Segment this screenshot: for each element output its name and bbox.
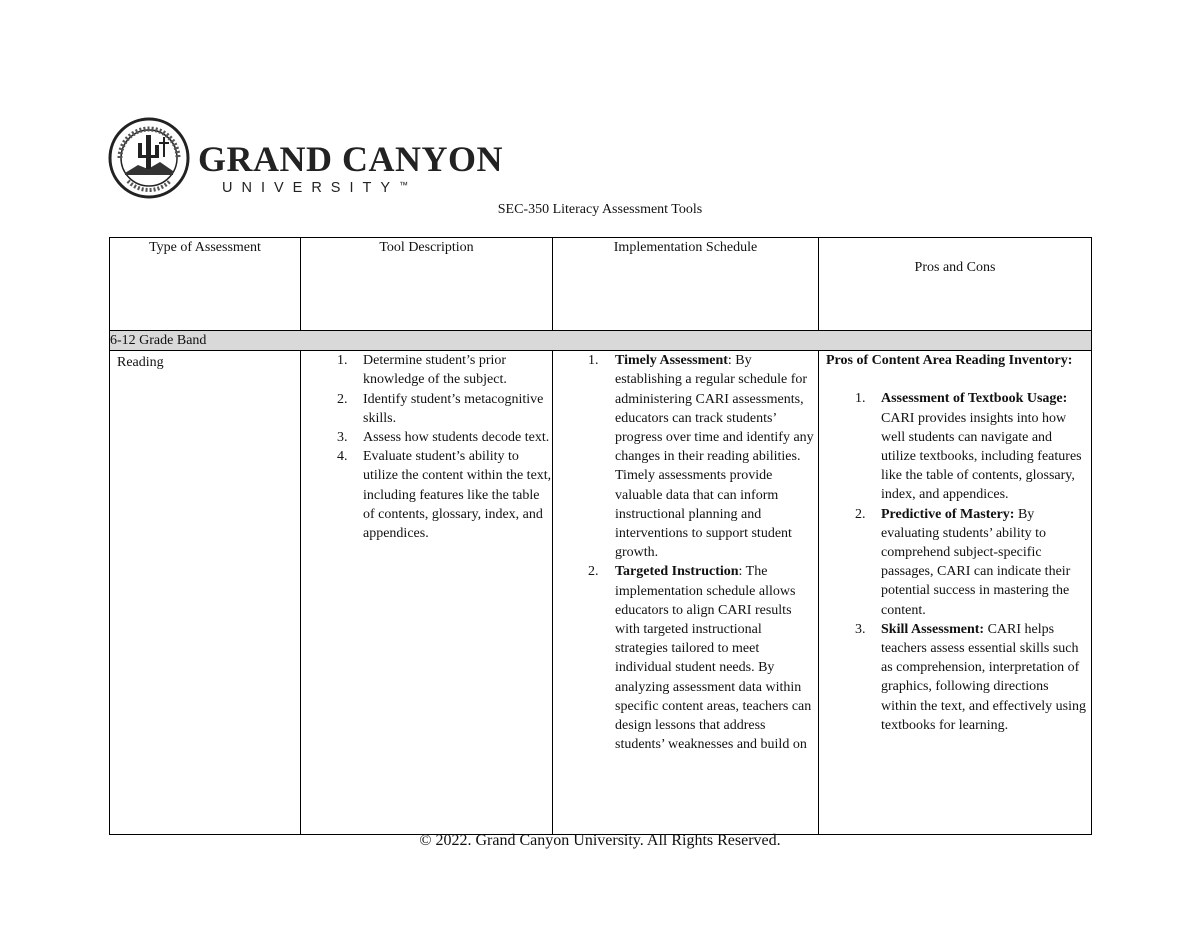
list-item: 1. Timely Assessment: By establishing a regular schedule for administering CARI assessments, educators can track students’ progress over time and identify any changes in their reading abilities. Timely assessments provide valuable data that can inform instructional planning and interventions to support student growth. <box>588 353 814 561</box>
schedule-item-text: : By establishing a regular schedule for administering CARI assessments, educators can track students’ progress over time and identify any changes in their reading abilities. Timely assessments provide valuable data that can inform instructional planning and interventions to support student growth. <box>615 353 814 561</box>
document-title: SEC-350 Literacy Assessment Tools <box>497 202 703 217</box>
pros-list <box>819 389 1091 735</box>
pros-item-text: CARI helps teachers assess essential skills such as comprehension, interpretation of graphics, following directions within the text, and effectively using textbooks for learning. <box>881 621 1087 733</box>
schedule-item-heading: Targeted Instruction <box>615 564 739 580</box>
copyright-footer: © 2022. Grand Canyon University. All Rights Reserved. <box>419 832 781 849</box>
pros-item-heading: Predictive of Mastery: <box>881 506 1015 522</box>
header-type: Type of Assessment <box>110 238 301 331</box>
header-tool: Tool Description <box>301 238 553 331</box>
logo-wordmark: GRAND CANYON <box>198 139 503 179</box>
list-item: 1. Assessment of Textbook Usage: CARI provides insights into how well students can navigate and utilize textbooks, including features like the table of contents, glossary, index, and appendices. <box>855 391 1082 503</box>
pros-item-text: CARI provides insights into how well students can navigate and utilize textbooks, including features like the table of contents, glossary, index, and appendices. <box>881 410 1082 503</box>
header-pros-cons: Pros and Cons <box>819 238 1092 331</box>
list-item: 3. Skill Assessment: CARI helps teachers assess essential skills such as comprehension, interpretation of graphics, following directions within the text, and effectively using textbooks for learning. <box>855 621 1087 733</box>
logo-trademark: ™ <box>399 180 409 190</box>
logo-subtitle-text: UNIVERSITY <box>222 180 400 196</box>
gcu-logo <box>108 115 503 203</box>
grade-band-row <box>110 331 1092 351</box>
pros-title: Pros of Content Area Reading Inventory: <box>826 353 1073 369</box>
tool-item-text: Assess how students decode text. <box>363 430 550 446</box>
schedule-item-text: : The implementation schedule allows educators to align CARI results with targeted instructional strategies tailored to meet individual student needs. By analyzing assessment data within specific content areas, teachers can design lessons that address students’ weaknesses and build on <box>615 564 812 753</box>
schedule-list <box>553 351 818 754</box>
list-item: 2. Identify student’s metacognitive skills. <box>337 391 544 426</box>
pros-item-heading: Skill Assessment: <box>881 621 985 637</box>
tool-cell <box>301 351 553 835</box>
pros-item-text: By evaluating students’ ability to comprehend subject-specific passages, CARI can indicate their potential success in mastering the content. <box>881 506 1071 618</box>
tool-item-text: Identify student’s metacognitive skills. <box>363 391 544 426</box>
list-item: 4. Evaluate student’s ability to utilize the content within the text, including features like the table of contents, glossary, index, and appendices. <box>337 449 552 542</box>
grade-band-label: 6-12 Grade Band <box>110 331 1092 351</box>
type-cell <box>110 351 301 835</box>
list-item: 3. Assess how students decode text. <box>337 430 550 446</box>
header-schedule: Implementation Schedule <box>553 238 819 331</box>
assessment-table <box>109 237 1092 835</box>
assessment-type: Reading <box>117 355 164 371</box>
list-item: 2. Predictive of Mastery: By evaluating students’ ability to comprehend subject-specific passages, CARI can indicate their potential success in mastering the content. <box>855 506 1071 618</box>
tool-item-text: Evaluate student’s ability to utilize the content within the text, including features like the table of contents, glossary, index, and appendices. <box>363 449 552 542</box>
schedule-cell <box>553 351 819 835</box>
tool-list <box>301 351 552 543</box>
logo-subtitle <box>222 181 408 196</box>
tool-item-text: Determine student’s prior knowledge of the subject. <box>363 353 507 388</box>
table-header-row <box>110 238 1092 331</box>
pros-item-heading: Assessment of Textbook Usage: <box>881 391 1068 407</box>
schedule-item-heading: Timely Assessment <box>615 353 728 369</box>
pros-cons-cell <box>819 351 1092 835</box>
table-row <box>110 351 1092 835</box>
university-seal-icon <box>108 115 190 201</box>
list-item: 1. Determine student’s prior knowledge of the subject. <box>337 353 507 388</box>
list-item: 2. Targeted Instruction: The implementation schedule allows educators to align CARI results with targeted instructional strategies tailored to meet individual student needs. By analyzing assessment data within specific content areas, teachers can design lessons that address students’ weaknesses and build on <box>588 564 812 753</box>
